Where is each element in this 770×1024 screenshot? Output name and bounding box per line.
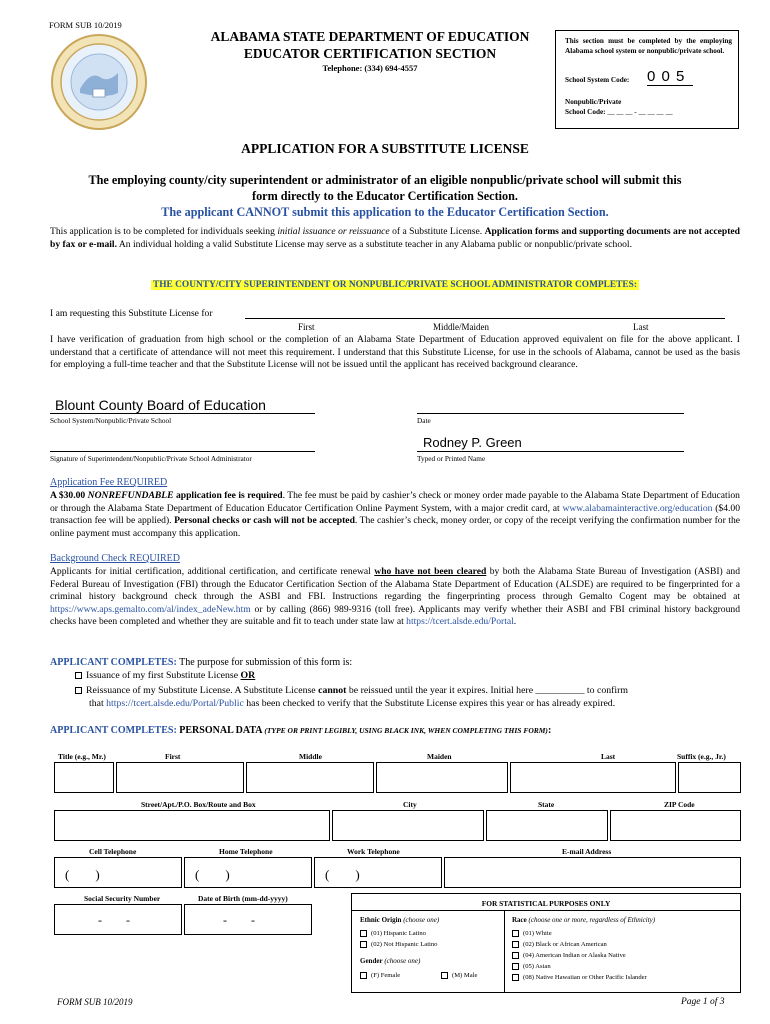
request-line: I am requesting this Substitute License for bbox=[50, 308, 740, 321]
fee-paragraph: A $30.00 NONREFUNDABLE application fee is required. The fee must be paid by cashier’s check or money order made payable to the Alabama State Department of Education or through the Alabama State Department of Education Educator Certification Online Payment System, with a major credit card, at www.alabamainteractive.org/education ($4.00 transaction fee will be applied). Personal checks or cash will not be accepted. The cashier’s check, money order, or copy of the receipt verifying the confirmation number for the online payment must accompany this application. bbox=[50, 490, 740, 539]
page-number: Page 1 of 3 bbox=[681, 997, 725, 1007]
intro-line-2: form directly to the Educator Certification Section. bbox=[252, 189, 518, 203]
gender-option-male[interactable]: (M) Male bbox=[441, 972, 477, 979]
street-label: Street/Apt./P.O. Box/Route and Box bbox=[141, 800, 256, 809]
purpose-option-reissuance[interactable]: Reissuance of my Substitute License. A Substitute License cannot be reissued until the year it expires. Initial here __________ to confirm that https://tcert.alsde.edu/Portal/Public has been checked to verify that the Substitute License expires this year or has already expired. bbox=[75, 684, 740, 710]
first-name-field[interactable] bbox=[116, 762, 244, 793]
title-label: Title (e.g., Mr.) bbox=[58, 752, 106, 761]
intro-line-1: The employing county/city superintendent or administrator of an eligible nonpublic/private school will submit this bbox=[88, 173, 682, 187]
statistical-heading: FOR STATISTICAL PURPOSES ONLY bbox=[481, 899, 611, 908]
gender-heading: Gender (choose one) bbox=[360, 957, 421, 965]
city-label: City bbox=[403, 800, 417, 809]
race-option-black[interactable]: (02) Black or African American bbox=[512, 941, 607, 948]
first-label: First bbox=[165, 752, 181, 761]
nonpublic-label: Nonpublic/Private bbox=[565, 98, 622, 106]
maiden-name-field[interactable] bbox=[376, 762, 508, 793]
applicant-name-field[interactable] bbox=[245, 318, 725, 319]
school-code-label: School System Code: bbox=[565, 76, 630, 84]
race-option-asian[interactable]: (05) Asian bbox=[512, 963, 551, 970]
middle-name-field[interactable] bbox=[246, 762, 374, 793]
suffix-field[interactable] bbox=[678, 762, 741, 793]
date-label: Date bbox=[417, 416, 431, 425]
dob-field[interactable]: - - bbox=[184, 904, 312, 935]
email-field[interactable] bbox=[444, 857, 741, 888]
statistical-box bbox=[351, 893, 741, 993]
ssn-label: Social Security Number bbox=[84, 894, 161, 903]
name-last-label: Last bbox=[633, 322, 649, 332]
last-name-field[interactable] bbox=[510, 762, 676, 793]
suffix-label: Suffix (e.g., Jr.) bbox=[677, 752, 726, 761]
ssn-field[interactable]: - - bbox=[54, 904, 182, 935]
page-title: APPLICATION FOR A SUBSTITUTE LICENSE bbox=[241, 141, 529, 156]
state-seal bbox=[50, 33, 148, 131]
race-option-white[interactable]: (01) White bbox=[512, 930, 552, 937]
cell-phone-label: Cell Telephone bbox=[89, 847, 137, 856]
typed-name-label: Typed or Printed Name bbox=[417, 454, 486, 463]
employer-note: This section must be completed by the employing Alabama school system or nonpublic/private school. bbox=[565, 37, 732, 55]
fee-heading: Application Fee REQUIRED bbox=[50, 477, 168, 488]
city-field[interactable] bbox=[332, 810, 484, 841]
work-phone-label: Work Telephone bbox=[347, 847, 400, 856]
payment-link[interactable]: www.alabamainteractive.org/education bbox=[562, 502, 713, 514]
background-heading: Background Check REQUIRED bbox=[50, 553, 180, 564]
typed-name-field[interactable]: Rodney P. Green bbox=[423, 435, 522, 450]
purpose-option-issuance[interactable]: Issuance of my first Substitute License OR bbox=[75, 670, 255, 681]
race-heading: Race (choose one or more, regardless of Ethnicity) bbox=[512, 916, 656, 924]
cell-phone-field[interactable]: ( ) bbox=[54, 857, 182, 888]
zip-label: ZIP Code bbox=[664, 800, 695, 809]
middle-label: Middle bbox=[299, 752, 322, 761]
last-label: Last bbox=[601, 752, 616, 761]
title-field[interactable] bbox=[54, 762, 114, 793]
admin-banner: THE COUNTY/CITY SUPERINTENDENT OR NONPUBLIC/PRIVATE SCHOOL ADMINISTRATOR COMPLETES: bbox=[152, 280, 638, 290]
intro-warning: The applicant CANNOT submit this application to the Educator Certification Section. bbox=[161, 205, 609, 219]
form-id: FORM SUB 10/2019 bbox=[49, 20, 122, 30]
gemalto-link[interactable]: https://www.aps.gemalto.com/al/index_adeNew.htm bbox=[50, 603, 251, 615]
street-field[interactable] bbox=[54, 810, 330, 841]
name-first-label: First bbox=[298, 322, 315, 332]
ethnic-option-not-hispanic[interactable]: (02) Not Hispanic Latino bbox=[360, 941, 437, 948]
issuance-checkbox[interactable] bbox=[75, 672, 82, 679]
gender-option-female[interactable]: (F) Female bbox=[360, 972, 400, 979]
department-name: ALABAMA STATE DEPARTMENT OF EDUCATION bbox=[210, 29, 530, 44]
state-field[interactable] bbox=[486, 810, 608, 841]
work-phone-field[interactable]: ( ) bbox=[314, 857, 442, 888]
dob-label: Date of Birth (mm-dd-yyyy) bbox=[198, 894, 288, 903]
nonpublic-code-field[interactable]: __ __ __ - __ __ __ __ bbox=[607, 108, 673, 116]
race-option-american-indian[interactable]: (04) American Indian or Alaska Native bbox=[512, 952, 626, 959]
maiden-label: Maiden bbox=[427, 752, 452, 761]
school-label: School System/Nonpublic/Private School bbox=[50, 416, 172, 425]
tcert-portal-link[interactable]: https://tcert.alsde.edu/Portal bbox=[406, 616, 514, 628]
admin-signature-field[interactable] bbox=[50, 451, 315, 452]
telephone: Telephone: (334) 694-4557 bbox=[322, 63, 418, 73]
zip-field[interactable] bbox=[610, 810, 741, 841]
school-code-field[interactable]: 0 0 5 bbox=[647, 68, 693, 86]
nonpublic-code-label: School Code: bbox=[565, 108, 606, 116]
school-name-field[interactable]: Blount County Board of Education bbox=[55, 397, 266, 413]
employer-box bbox=[555, 30, 739, 129]
personal-data-heading: APPLICANT COMPLETES: PERSONAL DATA (TYPE OR PRINT LEGIBLY, USING BLACK INK, WHEN COMPLETING THIS FORM): bbox=[50, 725, 552, 736]
ethnic-option-hispanic[interactable]: (01) Hispanic Latino bbox=[360, 930, 426, 937]
ethnic-heading: Ethnic Origin (choose one) bbox=[360, 916, 440, 924]
footer-form-id: FORM SUB 10/2019 bbox=[57, 997, 133, 1007]
purpose-line: APPLICANT COMPLETES: The purpose for submission of this form is: bbox=[50, 657, 353, 668]
date-field[interactable] bbox=[417, 413, 684, 414]
state-label: State bbox=[538, 800, 555, 809]
race-option-pacific-islander[interactable]: (08) Native Hawaiian or Other Pacific Islander bbox=[512, 974, 647, 981]
background-paragraph: Applicants for initial certification, additional certification, and certificate renewal who have not been cleared by both the Alabama State Bureau of Investigation (ASBI) and Federal Bureau of Investigation (FBI) through the Educator Certification Section of the Alabama State Department of Education (ALSDE) are required to be fingerprinted for a criminal history background check through the ASBI and FBI. Instructions regarding the fingerprinting process through Gemalto Cogent may be obtained at https://www.aps.gemalto.com/al/index_adeNew.htm or by calling (866) 989-9316 (toll free). Applicants may verify whether their ASBI and FBI criminal history background checks have been completed and whether they are suitable and fit to teach under state law at https://tcert.alsde.edu/Portal. bbox=[50, 566, 741, 628]
home-phone-field[interactable]: ( ) bbox=[184, 857, 312, 888]
email-label: E-mail Address bbox=[562, 847, 612, 856]
admin-signature-label: Signature of Superintendent/Nonpublic/Private School Administrator bbox=[50, 454, 252, 463]
name-middle-label: Middle/Maiden bbox=[433, 322, 489, 332]
verification-paragraph: I have verification of graduation from high school or the completion of an Alabama State Department of Education approved equivalent on file for the above applicant. I understand that a certificate of attendance will not meet this requirement. I understand that this Substitute License, for use in the schools of Alabama, cannot be used as the basis for employing a full-time teacher and that the Substitute License will not be issued until the applicant has received background clearance. bbox=[50, 334, 740, 371]
home-phone-label: Home Telephone bbox=[219, 847, 273, 856]
tcert-public-link[interactable]: https://tcert.alsde.edu/Portal/Public bbox=[106, 698, 244, 709]
reissuance-checkbox[interactable] bbox=[75, 687, 82, 694]
intro-paragraph: This application is to be completed for individuals seeking initial issuance or reissuance of a Substitute License. Application forms and supporting documents are not accepted by fax or e-mail. An individual holding a valid Substitute License may serve as a substitute teacher in any Alabama public or nonpublic/private school. bbox=[50, 226, 740, 250]
section-name: EDUCATOR CERTIFICATION SECTION bbox=[243, 46, 497, 61]
